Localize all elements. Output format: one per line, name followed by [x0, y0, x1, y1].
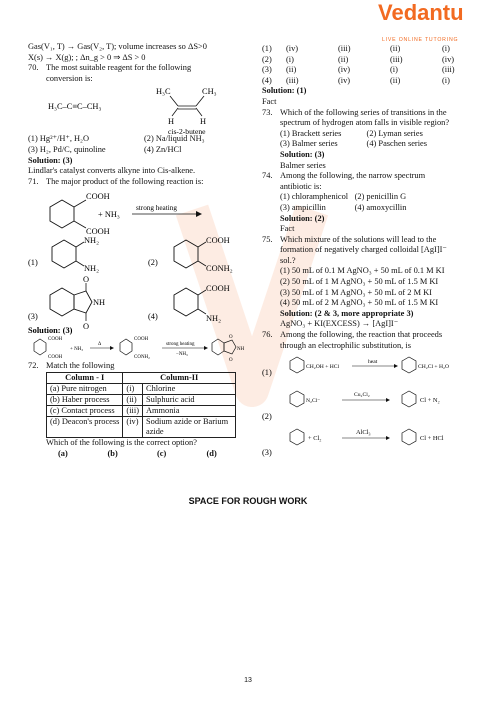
question-text: through an electrophilic substitution, is: [280, 340, 411, 350]
question-number: 73.: [262, 107, 273, 117]
scheme-loss: −NH₃: [176, 352, 188, 358]
question-text: conversion is:: [46, 73, 93, 83]
option-3-nh: NH: [93, 298, 106, 308]
option-a: (ii): [286, 65, 297, 75]
option-1-label: (1): [28, 258, 38, 268]
reaction-condition: strong heating: [136, 204, 177, 213]
q71-solution: Solution: (3): [28, 326, 73, 336]
option-number: (3): [262, 65, 272, 75]
solution: Solution: (2): [280, 213, 325, 223]
question-76: [262, 330, 472, 351]
scheme-nh3: + NH₃: [70, 347, 84, 353]
intro-line-2: X(s) → X(g); ; Δn_g > 0 ⇒ ΔS > 0: [28, 52, 146, 62]
option-d: (iii): [442, 65, 455, 75]
logo-tagline: LIVE ONLINE TUTORING: [382, 37, 459, 43]
question-number: 76.: [262, 330, 273, 340]
option-3-label: (3): [28, 312, 38, 322]
table-cell: Sodium azide or Barium azide: [142, 416, 235, 437]
question-text: spectrum of hydrogen atom falls in visible region?: [280, 118, 450, 128]
r2-left: N₂Cl⁻: [306, 398, 321, 405]
question-number: 75.: [262, 234, 273, 244]
heading-c: (c): [157, 448, 167, 458]
rough-work-heading: SPACE FOR ROUGH WORK: [188, 496, 308, 506]
scheme-o-bottom: O: [229, 358, 233, 362]
question-text: The most suitable reagent for the following: [46, 63, 192, 73]
option: (3) 50 mL of 1 M AgNO₃ + 50 mL of 2 M KI: [280, 287, 432, 297]
option-a: (iii): [286, 75, 299, 85]
question-74: [262, 171, 472, 235]
table-cell: (d) Deacon's process: [47, 416, 123, 437]
option: (2) penicillin G: [354, 192, 407, 202]
question-number: 72.: [28, 361, 39, 371]
option-c: (ii): [390, 75, 401, 85]
explanation: Fact: [262, 96, 277, 106]
vedantu-logo: [370, 0, 470, 43]
q73-options: [280, 129, 449, 150]
alkyne-conversion-diagram: [28, 84, 256, 134]
scheme-nh: NH: [237, 347, 245, 353]
r1-left: CH₂OH + HCl: [306, 364, 340, 371]
r3-label: (3): [262, 448, 272, 458]
table-cell: (b) Haber process: [47, 394, 123, 405]
question-number: 71.: [28, 176, 39, 186]
option: (3) ampicillin: [280, 202, 326, 212]
question-number: 70.: [28, 63, 39, 73]
question-text: formation of negatively charged colloidal [AgI]I⁻: [280, 245, 447, 255]
solution: Solution: (2 & 3, more appropriate 3): [280, 308, 414, 318]
option-number: (1): [262, 44, 272, 53]
table-cell: (iii): [123, 405, 143, 416]
option: (1) 50 mL of 0.1 M AgNO₃ + 50 mL of 0.1 M KI: [280, 266, 445, 276]
scheme-cooh-bottom: COOH: [48, 355, 63, 361]
solution: Solution: (3): [28, 155, 73, 165]
q74-options: [280, 192, 425, 213]
scheme-cooh-top: COOH: [48, 337, 63, 343]
option-2-cooh: COOH: [206, 236, 230, 246]
answer-option-row: [262, 65, 472, 76]
question-text: Among the following, the narrow spectrum: [280, 171, 426, 181]
product-ch3: CH₃: [202, 87, 217, 97]
option-c: (i): [390, 65, 398, 75]
explanation: Fact: [280, 224, 295, 234]
table-row: [47, 416, 236, 437]
table-row: [47, 383, 236, 394]
option-4-nh2: NH₂: [206, 314, 222, 324]
r3-condition: AlCl₃: [356, 429, 371, 437]
option-b: (ii): [338, 54, 349, 64]
option: (1) chloramphenicol: [280, 192, 349, 202]
q71-reaction-diagram: [28, 187, 256, 361]
option-b: (iii): [338, 44, 351, 53]
reactant-cooh-top: COOH: [86, 192, 110, 202]
r2-condition: Cu₂Cl₂: [354, 392, 370, 399]
column-1-header: Column - I: [47, 372, 123, 383]
table-cell: (i): [123, 383, 143, 394]
answer-option-row: [262, 55, 472, 66]
option-a: (i): [286, 54, 294, 64]
option-d: (iv): [442, 54, 455, 64]
option: (2) Na/liquid NH₃: [144, 134, 205, 144]
scheme-condition: strong heating: [166, 342, 195, 348]
option: (1) Hg²⁺/H⁺, H₂O: [28, 134, 90, 144]
option: (2) 50 mL of 1 M AgNO₃ + 50 mL of 1.5 M KI: [280, 277, 439, 287]
explanation: Balmer series: [280, 160, 326, 170]
question-text: Among the following, the reaction that proceeds: [280, 330, 443, 340]
option: (4) amoxycillin: [354, 202, 407, 212]
q76-reaction-options: [262, 351, 472, 463]
reactant-cooh-bottom: COOH: [86, 227, 110, 237]
heading-a: (a): [58, 448, 68, 458]
option: (2) Lyman series: [366, 128, 423, 138]
option: (3) H₂, Pd/C, quinoline: [28, 144, 106, 154]
heading-b: (b): [107, 448, 118, 458]
option-1-nh2-bottom: NH₂: [84, 264, 100, 274]
option: (4) Zn/HCl: [144, 144, 182, 154]
product-h3c: H₃C: [156, 87, 171, 97]
table-cell: (iv): [123, 416, 143, 437]
product-name: cis-2-butene: [168, 127, 206, 135]
match-table: [46, 372, 236, 438]
table-cell: Ammonia: [142, 405, 235, 416]
question-73: [262, 108, 472, 172]
option-1-nh2-top: NH₂: [84, 236, 100, 246]
question-text: antibiotic is:: [280, 181, 322, 191]
heading-d: (d): [206, 448, 217, 458]
question-text: Which mixture of the solutions will lead to the: [280, 234, 437, 244]
option-c: (iii): [390, 54, 403, 64]
option-2-conh2: CONH₂: [206, 264, 233, 274]
solution: Solution: (1): [262, 86, 307, 96]
question-text: Which of the following series of transitions in the: [280, 107, 447, 117]
option: (4) 50 mL of 2 M AgNO₃ + 50 mL of 1.5 M KI: [280, 298, 439, 308]
table-cell: (a) Pure nitrogen: [47, 383, 123, 394]
table-cell: Chlorine: [142, 383, 235, 394]
question-number: 74.: [262, 171, 273, 181]
r3-left: + Cl₂: [308, 435, 322, 443]
r3-right: Cl + HCl: [420, 435, 444, 443]
answer-option-row: [262, 44, 472, 55]
table-row: [47, 405, 236, 416]
option: (4) Paschen series: [366, 139, 428, 149]
r1-condition: heat: [368, 359, 378, 366]
table-cell: Sulphuric acid: [142, 394, 235, 405]
explanation: Lindlar's catalyst converts alkyne into Cis-alkene.: [28, 166, 196, 176]
scheme-o-top: O: [229, 335, 233, 341]
option-b: (iv): [338, 75, 351, 85]
option-a: (iv): [286, 44, 299, 53]
right-column: [262, 44, 472, 463]
table-row: [47, 394, 236, 405]
question-prompt: Which of the following is the correct option?: [46, 437, 197, 447]
scheme-cooh-nh4: COOH: [134, 337, 149, 343]
product-h-right: H: [200, 117, 207, 127]
question-text: The major product of the following reaction is:: [46, 176, 204, 186]
option-2-label: (2): [148, 258, 158, 268]
option-d: (i): [442, 44, 450, 53]
option-4-label: (4): [148, 312, 158, 322]
table-cell: (c) Contact process: [47, 405, 123, 416]
page-number: 13: [244, 677, 252, 684]
explanation: AgNO₃ + KI(EXCESS) → [AgI]I⁻: [280, 319, 399, 329]
column-2-header: Column-II: [123, 372, 236, 383]
reactant-formula: H₃C–C≡C–CH₃: [48, 102, 102, 112]
r1-label: (1): [262, 368, 272, 378]
option: (1) Brackett series: [280, 128, 342, 138]
question-75: [262, 235, 472, 330]
reagent-nh3: + NH₃: [98, 210, 120, 220]
left-column: [28, 42, 256, 459]
question-72: [28, 361, 256, 372]
option-3-o-top: O: [83, 275, 90, 285]
r2-label: (2): [262, 412, 272, 422]
product-h-left: H: [168, 117, 175, 127]
option-3-o-bottom: O: [83, 322, 90, 332]
r1-right: CH₂Cl + H₂O: [418, 364, 449, 371]
answer-headings: [28, 449, 256, 460]
q70-options: [28, 134, 256, 155]
r2-right: Cl + N₂: [420, 397, 440, 405]
question-text: sol.?: [280, 255, 296, 265]
option-d: (i): [442, 75, 450, 85]
option-number: (4): [262, 75, 272, 85]
question-text: Match the following: [46, 361, 115, 371]
option-c: (ii): [390, 44, 401, 53]
question-71: [28, 177, 256, 188]
option-b: (iv): [338, 65, 351, 75]
solution: Solution: (3): [280, 149, 325, 159]
option-4-cooh: COOH: [206, 284, 230, 294]
scheme-conh2: CONH₂: [134, 355, 150, 361]
logo-wordmark: Vedantu: [378, 0, 464, 25]
scheme-delta: Δ: [98, 342, 102, 348]
option: (3) Balmer series: [280, 139, 338, 149]
answer-option-row: [262, 76, 472, 87]
intro-line-1: Gas(V₁, T) → Gas(V₂, T); volume increases so ΔS>0: [28, 42, 207, 51]
option-number: (2): [262, 54, 272, 64]
table-cell: (ii): [123, 394, 143, 405]
question-70: [28, 63, 256, 84]
